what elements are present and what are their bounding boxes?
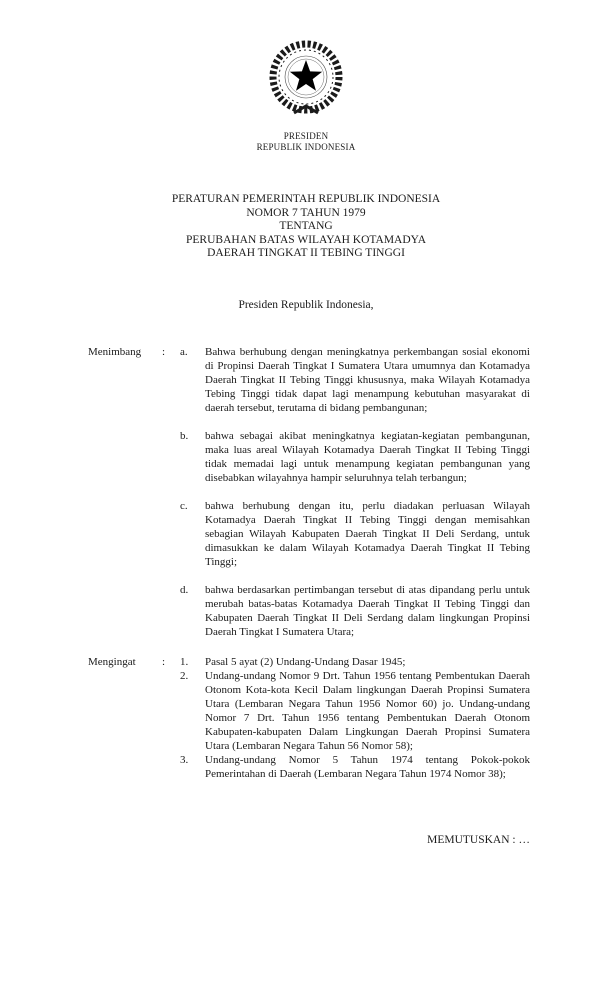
- title-line: TENTANG: [279, 220, 333, 232]
- item-text: Undang-undang Nomor 9 Drt. Tahun 1956 tentang Pembentukan Daerah Otonom Kota-kota Kecil Dalam lingkungan Daerah Propinsi Sumatera Utara (Lembaran Negara Tahun 1956 Nomor 60) jo. Undang-undang Nomor 7 Drt. Tahun 1956 tentang Pembentukan Daerah Otonom Kabupaten-kabupaten Dalam Lingkungan Daerah Propinsi Sumatera Utara (Lembaran Negara Tahun 56 Nomor 58);: [205, 669, 530, 752]
- item-marker: a.: [180, 345, 188, 358]
- item-marker: d.: [180, 583, 189, 596]
- star-wreath-emblem-icon: [260, 34, 352, 120]
- institution-line-1: PRESIDEN: [283, 131, 329, 141]
- item-text: bahwa berhubung dengan itu, perlu diadakan perluasan Wilayah Kotamadya Daerah Tingkat II Tebing Tinggi dengan memisahkan sebagian Wilayah Kabupaten Daerah Tingkat II Deli Serdang, untuk dimasukkan ke dalam Wilayah Kotamadya Daerah Tingkat II Tebing Tinggi;: [205, 499, 530, 568]
- institution-name: [0, 131, 612, 153]
- section-items: [180, 655, 530, 781]
- item-marker: b.: [180, 429, 189, 442]
- document-body: [0, 345, 612, 781]
- list-item: [180, 753, 530, 781]
- section-separator: :: [162, 345, 166, 358]
- item-text: Undang-undang Nomor 5 Tahun 1974 tentang Pokok-pokok Pemerintahan di Daerah (Lembaran Negara Tahun 1974 Nomor 38);: [205, 753, 530, 780]
- title-line: NOMOR 7 TAHUN 1979: [246, 206, 366, 219]
- item-marker: 3.: [180, 753, 189, 766]
- item-marker: 1.: [180, 655, 189, 668]
- section-separator: :: [162, 655, 166, 668]
- item-text: bahwa sebagai akibat meningkatnya kegiatan-kegiatan pembangunan, maka luas areal Wilayah Kotamadya Daerah Tingkat II Tebing Tinggi tidak memadai lagi untuk menampung kegiatan pembangunan yang disebabkan wilayahnya hampir seluruhnya telah terbangun;: [205, 429, 530, 484]
- decision-line: MEMUTUSKAN : …: [427, 833, 530, 846]
- title-line: DAERAH TINGKAT II TEBING TINGGI: [207, 247, 405, 259]
- list-item: [180, 655, 530, 669]
- list-item: [180, 669, 530, 753]
- item-text: Pasal 5 ayat (2) Undang-Undang Dasar 1945;: [205, 655, 406, 668]
- list-item: [180, 429, 530, 485]
- list-item: [180, 345, 530, 415]
- section-items: [180, 345, 530, 639]
- list-item: [180, 499, 530, 569]
- section-label: Mengingat: [88, 655, 136, 668]
- document-title: [0, 193, 612, 261]
- section-menimbang: [0, 345, 612, 639]
- salutation: Presiden Republik Indonesia,: [238, 298, 374, 311]
- title-line: PERATURAN PEMERINTAH REPUBLIK INDONESIA: [171, 193, 441, 205]
- item-marker: 2.: [180, 669, 189, 682]
- section-label: Menimbang: [88, 345, 142, 358]
- item-text: bahwa berdasarkan pertimbangan tersebut di atas dipandang perlu untuk merubah batas-batas Kotamadya Daerah Tingkat II Tebing Tinggi dan Kabupaten Daerah Tingkat II Deli Serdang dalam lingkungan Propinsi Daerah Tingkat I Sumatera Utara;: [205, 583, 530, 638]
- document-header: [0, 0, 612, 153]
- institution-line-2: REPUBLIK INDONESIA: [256, 142, 356, 152]
- item-text: Bahwa berhubung dengan meningkatnya perkembangan sosial ekonomi di Propinsi Daerah Tingkat I Sumatera Utara umumnya dan Kotamadya Daerah Tingkat II Tebing Tinggi khususnya, maka Wilayah Kotamadya Tebing Tinggi tidak dapat lagi menampung kebutuhan masyarakat di daerah tersebut, terutama di bidang pembangunan;: [205, 345, 530, 414]
- section-mengingat: [0, 655, 612, 781]
- item-marker: c.: [180, 499, 188, 512]
- list-item: [180, 583, 530, 639]
- title-line: PERUBAHAN BATAS WILAYAH KOTAMADYA: [186, 233, 426, 246]
- national-emblem: [260, 34, 352, 124]
